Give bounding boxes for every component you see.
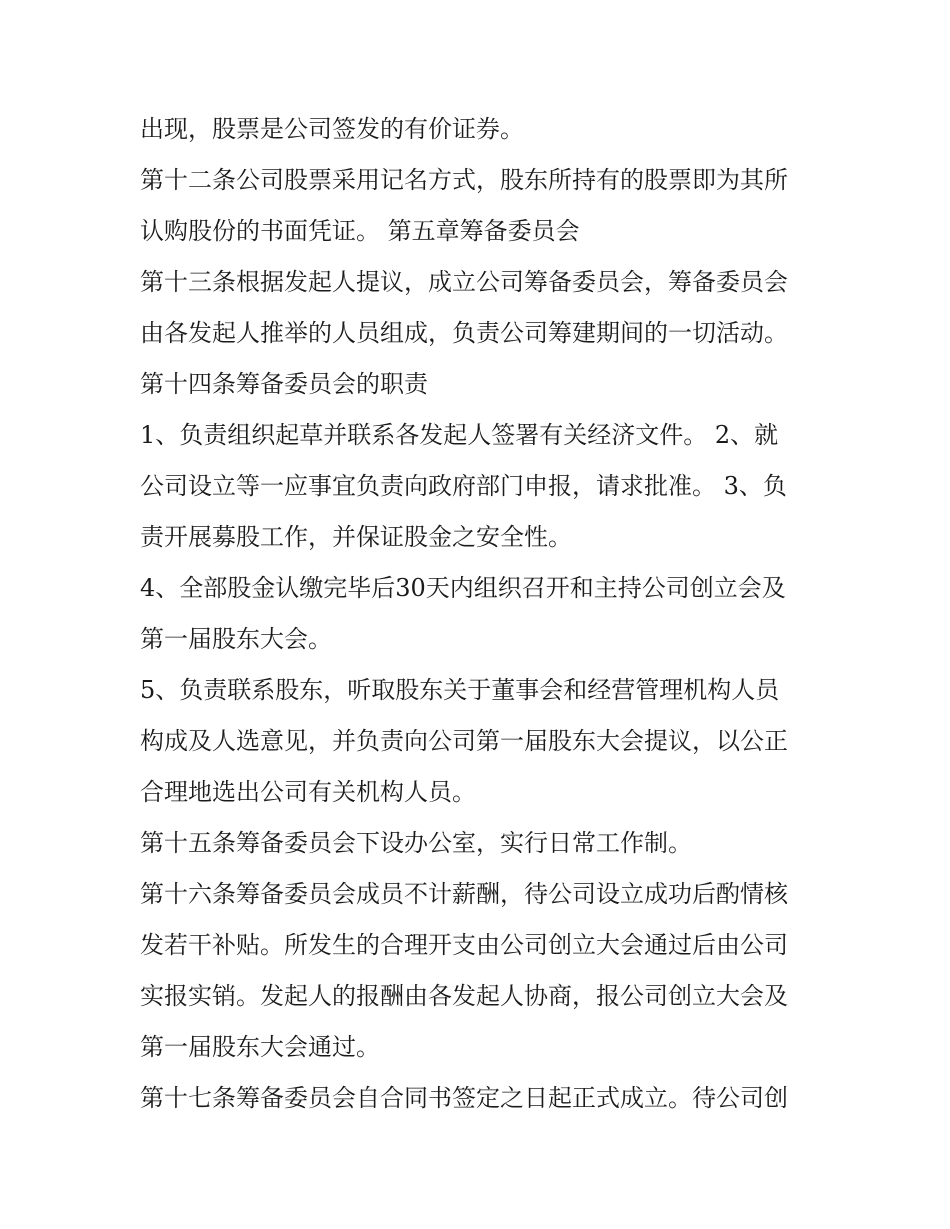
text-line: 1、负责组织起草并联系各发起人签署有关经济文件。 2、就 — [140, 421, 779, 449]
text-line: 责开展募股工作，并保证股金之安全性。 — [140, 523, 572, 551]
text-line: 实报实销。发起人的报酬由各发起人协商，报公司创立大会及 — [140, 982, 788, 1010]
text-line: 由各发起人推举的人员组成，负责公司筹建期间的一切活动。 — [140, 319, 788, 347]
text-line: 出现，股票是公司签发的有价证券。 — [140, 115, 524, 143]
text-line: 认购股份的书面凭证。 第五章筹备委员会 — [140, 217, 580, 245]
document-body — [140, 104, 820, 1124]
text-line: 第一届股东大会。 — [140, 625, 332, 653]
text-line: 第十六条筹备委员会成员不计薪酬，待公司设立成功后酌情核 — [140, 880, 788, 908]
text-line: 第十四条筹备委员会的职责 — [140, 370, 428, 398]
text-line: 第十七条筹备委员会自合同书签定之日起正式成立。待公司创 — [140, 1084, 788, 1112]
text-line: 发若干补贴。所发生的合理开支由公司创立大会通过后由公司 — [140, 931, 788, 959]
text-line: 第十三条根据发起人提议，成立公司筹备委员会，筹备委员会 — [140, 268, 788, 296]
text-line: 构成及人选意见，并负责向公司第一届股东大会提议，以公正 — [140, 727, 788, 755]
text-line: 4、全部股金认缴完毕后30天内组织召开和主持公司创立会及 — [140, 574, 786, 602]
text-line: 第一届股东大会通过。 — [140, 1033, 380, 1061]
text-line: 第十二条公司股票采用记名方式，股东所持有的股票即为其所 — [140, 166, 788, 194]
text-line: 5、负责联系股东，听取股东关于董事会和经营管理机构人员 — [140, 676, 780, 704]
text-line: 第十五条筹备委员会下设办公室，实行日常工作制。 — [140, 829, 692, 857]
text-line: 合理地选出公司有关机构人员。 — [140, 778, 476, 806]
text-line: 公司设立等一应事宜负责向政府部门申报，请求批准。 3、负 — [140, 472, 787, 500]
